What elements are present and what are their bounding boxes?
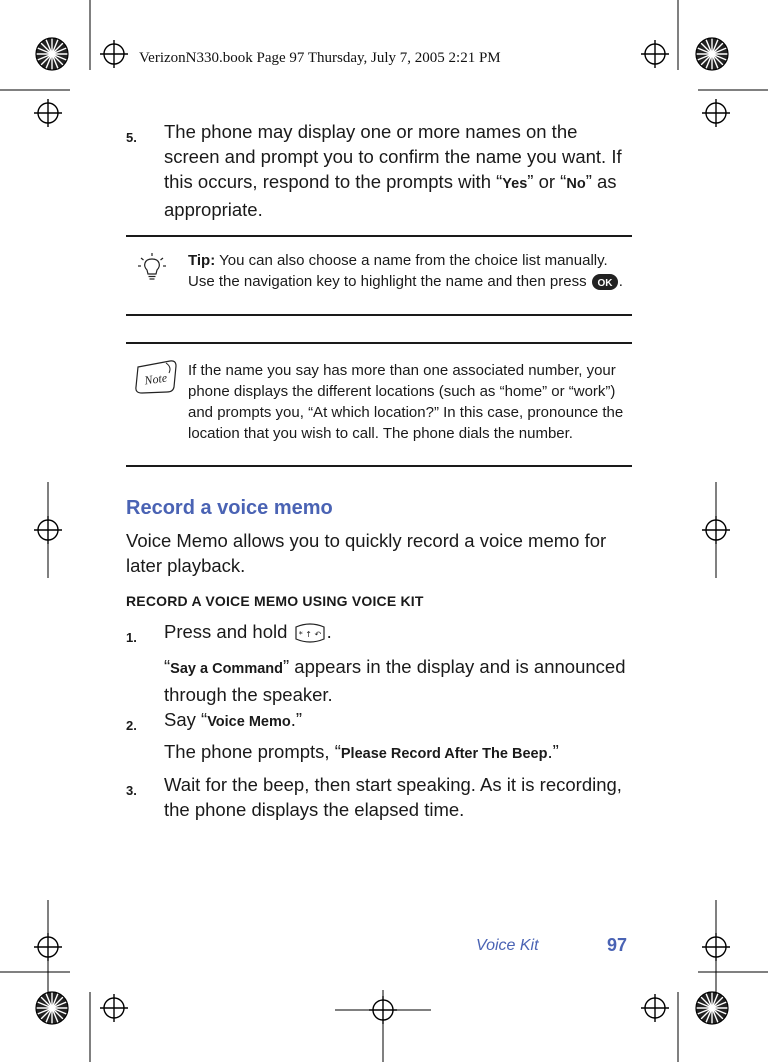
crosshair-right-upper (702, 99, 730, 127)
note-bottom-rule (126, 465, 632, 467)
step-text: The phone may display one or more names on the screen and prompt you to confirm the name you want. If this occurs, respond to the prompts with “Yes” or “No” as appropriate. (164, 121, 622, 220)
note-text: If the name you say has more than one associated number, your phone displays the different locations (such as “home” or “work”) and prompts you, “At which location?” In this case, pronounce the location that you wish to call. The phone dials the number. (188, 362, 624, 442)
tip-callout: Tip: You can also choose a name from the choice list manually. Use the navigation key to highlight the name and then press OK . (188, 252, 623, 290)
voice-key-icon (293, 621, 327, 645)
note-icon (132, 357, 180, 397)
crosshair-bottom-right (641, 994, 669, 1022)
step-text: Wait for the beep, then start speaking. As it is recording, the phone displays the elapsed time. (164, 774, 622, 820)
svg-text:Note: Note (143, 370, 168, 388)
footer-section-title: Voice Kit (476, 937, 539, 954)
step-number: 1. (126, 630, 137, 645)
section-intro: Voice Memo allows you to quickly record a voice memo for later playback. (126, 530, 607, 576)
registration-star-top-left (36, 38, 68, 70)
tip-label: Tip: (188, 252, 216, 269)
registration-star-top-right (696, 38, 728, 70)
step-text: Press and hold * ↑ ↶ . (164, 619, 632, 645)
procedure-subheading: RECORD A VOICE MEMO USING VOICE KIT (126, 593, 424, 609)
svg-text:* ↑ ↶: * ↑ ↶ (298, 630, 321, 640)
tip-bottom-rule (126, 314, 632, 316)
crosshair-top-left (100, 40, 128, 68)
crosshair-left-upper (34, 99, 62, 127)
voice-memo-command: Voice Memo (207, 714, 291, 730)
record-prompt: Please Record After The Beep (340, 746, 548, 762)
no-prompt: No (566, 176, 586, 192)
step-number: 3. (126, 783, 137, 798)
lightbulb-icon (138, 252, 166, 284)
page-number: 97 (607, 935, 628, 955)
step-detail-text: “Say a Command” appears in the display and is announced through the speaker. (164, 656, 626, 705)
registration-star-bottom-left (36, 992, 68, 1024)
crosshair-top-right (641, 40, 669, 68)
note-top-rule (126, 342, 632, 344)
section-heading: Record a voice memo (126, 497, 333, 519)
svg-text:OK: OK (597, 278, 613, 290)
say-a-command-prompt: Say a Command (170, 661, 283, 677)
print-header: VerizonN330.book Page 97 Thursday, July 7, 2005 2:21 PM (139, 50, 501, 66)
step-number: 5. (126, 130, 137, 145)
yes-prompt: Yes (502, 176, 528, 192)
step-detail-text: The phone prompts, “Please Record After The Beep.” (164, 741, 559, 762)
crosshair-bottom-left (100, 994, 128, 1022)
step-text: Say “Voice Memo.” (164, 709, 303, 730)
step-number: 2. (126, 718, 137, 733)
registration-star-bottom-right (696, 992, 728, 1024)
tip-top-rule (126, 235, 632, 237)
ok-key-icon (591, 273, 619, 291)
